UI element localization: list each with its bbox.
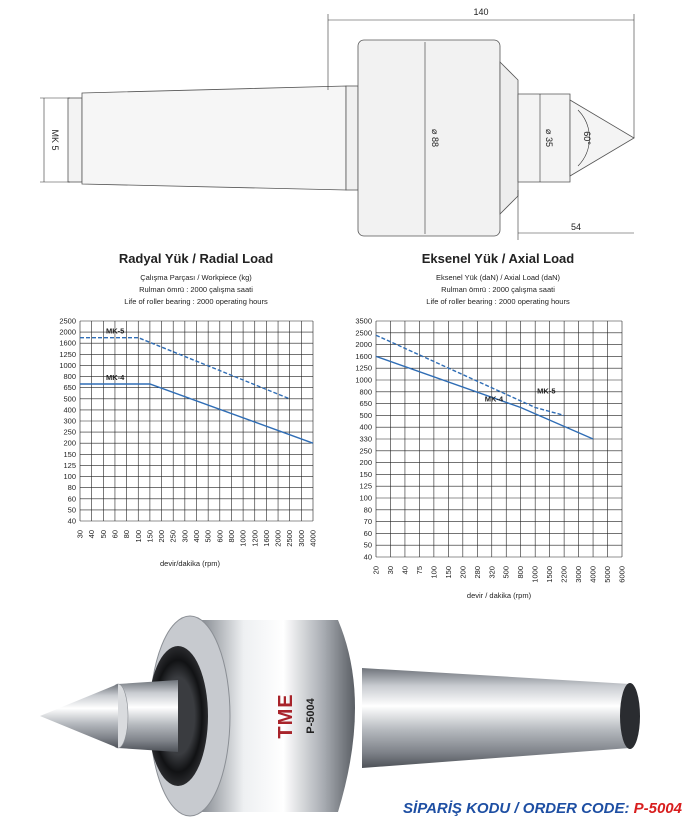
y-tick-label: 3500 bbox=[355, 316, 372, 326]
y-tick-label: 330 bbox=[359, 434, 372, 444]
product-brand-logo: TME bbox=[275, 693, 297, 739]
radial-chart-xlabel: devir/dakika (rpm) bbox=[159, 559, 221, 568]
x-tick-label: 200 bbox=[458, 566, 468, 579]
product-shank bbox=[362, 668, 630, 768]
x-tick-label: 1000 bbox=[238, 530, 248, 547]
x-tick-label: 300 bbox=[180, 530, 190, 543]
y-tick-label: 80 bbox=[67, 483, 76, 493]
y-tick-label: 50 bbox=[363, 540, 372, 550]
y-tick-label: 400 bbox=[63, 405, 76, 415]
x-tick-label: 75 bbox=[414, 566, 424, 575]
y-tick-label: 100 bbox=[359, 493, 372, 503]
y-tick-label: 200 bbox=[63, 438, 76, 448]
order-code-label-en: ORDER CODE: bbox=[522, 800, 630, 817]
x-tick-label: 40 bbox=[400, 566, 410, 575]
x-tick-label: 500 bbox=[501, 566, 511, 579]
axial-chart-subtitle-3: Life of roller bearing : 2000 operating hours bbox=[426, 297, 570, 306]
y-tick-label: 1250 bbox=[355, 363, 372, 373]
x-tick-label: 200 bbox=[157, 530, 167, 543]
x-tick-label: 800 bbox=[226, 530, 236, 543]
x-tick-label: 100 bbox=[133, 530, 143, 543]
y-tick-label: 80 bbox=[363, 505, 372, 515]
x-tick-label: 150 bbox=[443, 566, 453, 579]
y-tick-label: 500 bbox=[359, 410, 372, 420]
shank-size-label: MK 5 bbox=[50, 129, 60, 151]
x-tick-label: 1000 bbox=[530, 566, 540, 583]
y-tick-label: 800 bbox=[359, 387, 372, 397]
y-tick-label: 70 bbox=[363, 517, 372, 527]
y-tick-label: 40 bbox=[363, 552, 372, 562]
x-tick-label: 1600 bbox=[261, 530, 271, 547]
axial-chart-xlabel: devir / dakika (rpm) bbox=[466, 591, 532, 600]
x-tick-label: 2500 bbox=[285, 530, 295, 547]
y-tick-label: 100 bbox=[63, 472, 76, 482]
x-tick-label: 500 bbox=[203, 530, 213, 543]
x-tick-label: 5000 bbox=[603, 566, 613, 583]
tip-angle-label: 60° bbox=[582, 131, 592, 145]
radial-chart-subtitle-1: Çalışma Parçası / Workpiece (kg) bbox=[140, 273, 252, 282]
x-tick-label: 100 bbox=[429, 566, 439, 579]
series-label-mk-4: MK-4 bbox=[484, 394, 504, 404]
x-tick-label: 3000 bbox=[296, 530, 306, 547]
x-tick-label: 4000 bbox=[308, 530, 318, 547]
x-tick-label: 600 bbox=[215, 530, 225, 543]
x-tick-label: 6000 bbox=[617, 566, 627, 583]
nose-length-label: 54 bbox=[570, 222, 582, 232]
order-code-value: P-5004 bbox=[633, 800, 682, 817]
y-tick-label: 50 bbox=[67, 505, 76, 515]
x-tick-label: 20 bbox=[371, 566, 381, 575]
product-point bbox=[40, 684, 118, 748]
order-code-separator: / bbox=[510, 800, 523, 817]
y-tick-label: 125 bbox=[359, 481, 372, 491]
x-tick-label: 250 bbox=[168, 530, 178, 543]
axial-chart-subtitle-2: Rulman ömrü : 2000 çalışma saati bbox=[441, 285, 555, 294]
y-tick-label: 1000 bbox=[59, 360, 76, 370]
y-tick-label: 60 bbox=[363, 528, 372, 538]
y-tick-label: 2000 bbox=[355, 340, 372, 350]
y-tick-label: 1250 bbox=[59, 349, 76, 359]
series-label-mk-4: MK-4 bbox=[106, 372, 125, 382]
y-tick-label: 1600 bbox=[59, 338, 76, 348]
y-tick-label: 1600 bbox=[355, 351, 372, 361]
x-tick-label: 30 bbox=[385, 566, 395, 575]
x-tick-label: 1500 bbox=[545, 566, 555, 583]
y-tick-label: 125 bbox=[63, 460, 76, 470]
y-tick-label: 1000 bbox=[355, 375, 372, 385]
series-label-mk-5: MK-5 bbox=[537, 386, 556, 396]
y-tick-label: 150 bbox=[359, 469, 372, 479]
axial-chart-title: Eksenel Yük / Axial Load bbox=[421, 251, 575, 266]
x-tick-label: 40 bbox=[87, 530, 97, 539]
x-tick-label: 60 bbox=[110, 530, 120, 539]
nose-diameter-label: ⌀ 35 bbox=[544, 129, 554, 147]
radial-chart-subtitle-2: Rulman ömrü : 2000 çalışma saati bbox=[139, 285, 253, 294]
y-tick-label: 800 bbox=[63, 372, 76, 382]
x-tick-label: 3000 bbox=[574, 566, 584, 583]
radial-chart-title: Radyal Yük / Radial Load bbox=[118, 251, 274, 266]
product-model-engraving: P-5004 bbox=[305, 698, 317, 734]
x-tick-label: 4000 bbox=[588, 566, 598, 583]
x-tick-label: 2200 bbox=[559, 566, 569, 583]
y-tick-label: 650 bbox=[63, 383, 76, 393]
body-diameter-label: ⌀ 88 bbox=[430, 129, 440, 147]
x-tick-label: 80 bbox=[122, 530, 132, 539]
x-tick-label: 2000 bbox=[273, 530, 283, 547]
x-tick-label: 280 bbox=[472, 566, 482, 579]
x-tick-label: 320 bbox=[487, 566, 497, 579]
order-code-line bbox=[403, 800, 682, 817]
x-tick-label: 30 bbox=[75, 530, 85, 539]
y-tick-label: 2500 bbox=[59, 316, 76, 326]
order-code-label-tr: SİPARİŞ KODU bbox=[403, 800, 511, 817]
x-tick-label: 800 bbox=[516, 566, 526, 579]
y-tick-label: 2500 bbox=[355, 328, 372, 338]
radial-chart-subtitle-3: Life of roller bearing : 2000 operating hours bbox=[124, 297, 268, 306]
y-tick-label: 400 bbox=[359, 422, 372, 432]
overall-length-label: 140 bbox=[473, 7, 489, 17]
y-tick-label: 150 bbox=[63, 449, 76, 459]
x-tick-label: 400 bbox=[192, 530, 201, 543]
series-label-mk-5: MK-5 bbox=[106, 326, 125, 336]
y-tick-label: 250 bbox=[63, 427, 76, 437]
y-tick-label: 500 bbox=[63, 394, 76, 404]
y-tick-label: 60 bbox=[67, 494, 76, 504]
x-tick-label: 50 bbox=[98, 530, 108, 539]
product-shank-end bbox=[620, 683, 640, 749]
y-tick-label: 40 bbox=[67, 516, 76, 526]
x-tick-label: 1200 bbox=[250, 530, 260, 547]
y-tick-label: 2000 bbox=[59, 327, 76, 337]
x-tick-label: 150 bbox=[145, 530, 155, 543]
y-tick-label: 650 bbox=[359, 399, 372, 409]
axial-chart-subtitle-1: Eksenel Yük (daN) / Axial Load (daN) bbox=[435, 273, 561, 282]
y-tick-label: 250 bbox=[359, 446, 372, 456]
y-tick-label: 300 bbox=[63, 416, 76, 426]
y-tick-label: 200 bbox=[359, 458, 372, 468]
